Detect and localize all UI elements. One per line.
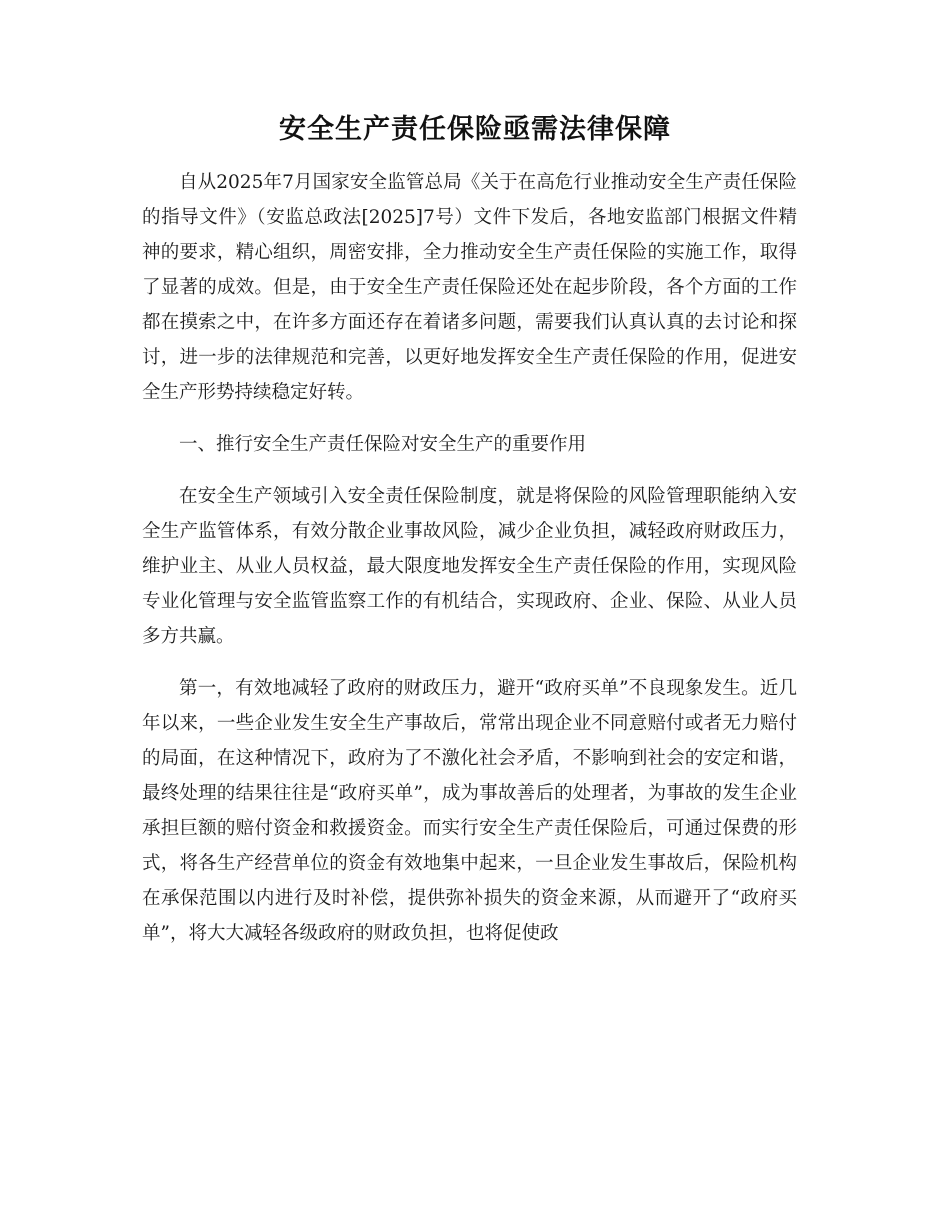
document-title: 安全生产责任保险亟需法律保障 bbox=[279, 114, 671, 145]
section-heading: 一、推行安全生产责任保险对安全生产的重要作用 bbox=[179, 434, 587, 455]
paragraph-first-point: 第一，有效地减轻了政府的财政压力，避开“政府买单”不良现象发生。近几年以来，一些企业发生安全生产事故后，常常出现企业不同意赔付或者无力赔付的局面，在这种情况下，政府为了不激化社会矛盾，不影响到社会的安定和谐，最终处理的结果往往是“政府买单”，成为事故善后的处理者，为事故的发生企业承担巨额的赔付资金和救援资金。而实行安全生产责任保险后，可通过保费的形式，将各生产经营单位的资金有效地集中起来，一旦企业发生事故后，保险机构在承保范围以内进行及时补偿，提供弥补损失的资金来源，从而避开了“政府买单”，将大大减轻各级政府的财政负担，也将促使政 bbox=[142, 678, 797, 944]
document-body bbox=[142, 165, 797, 951]
paragraph-section-body: 在安全生产领域引入安全责任保险制度，就是将保险的风险管理职能纳入安全生产监管体系，有效分散企业事故风险，减少企业负担，减轻政府财政压力，维护业主、从业人员权益，最大限度地发挥安全生产责任保险的作用，实现风险专业化管理与安全监管监察工作的有机结合，实现政府、企业、保险、从业人员多方共赢。 bbox=[142, 486, 797, 647]
paragraph-intro: 自从2025年7月国家安全监管总局《关于在高危行业推动安全生产责任保险的指导文件》（安监总政法[2025]7号）文件下发后，各地安监部门根据文件精神的要求，精心组织，周密安排，全力推动安全生产责任保险的实施工作，取得了显著的成效。但是，由于安全生产责任保险还处在起步阶段，各个方面的工作都在摸索之中，在许多方面还存在着诸多问题，需要我们认真认真的去讨论和探讨，进一步的法律规范和完善，以更好地发挥安全生产责任保险的作用，促进安全生产形势持续稳定好转。 bbox=[142, 172, 797, 403]
